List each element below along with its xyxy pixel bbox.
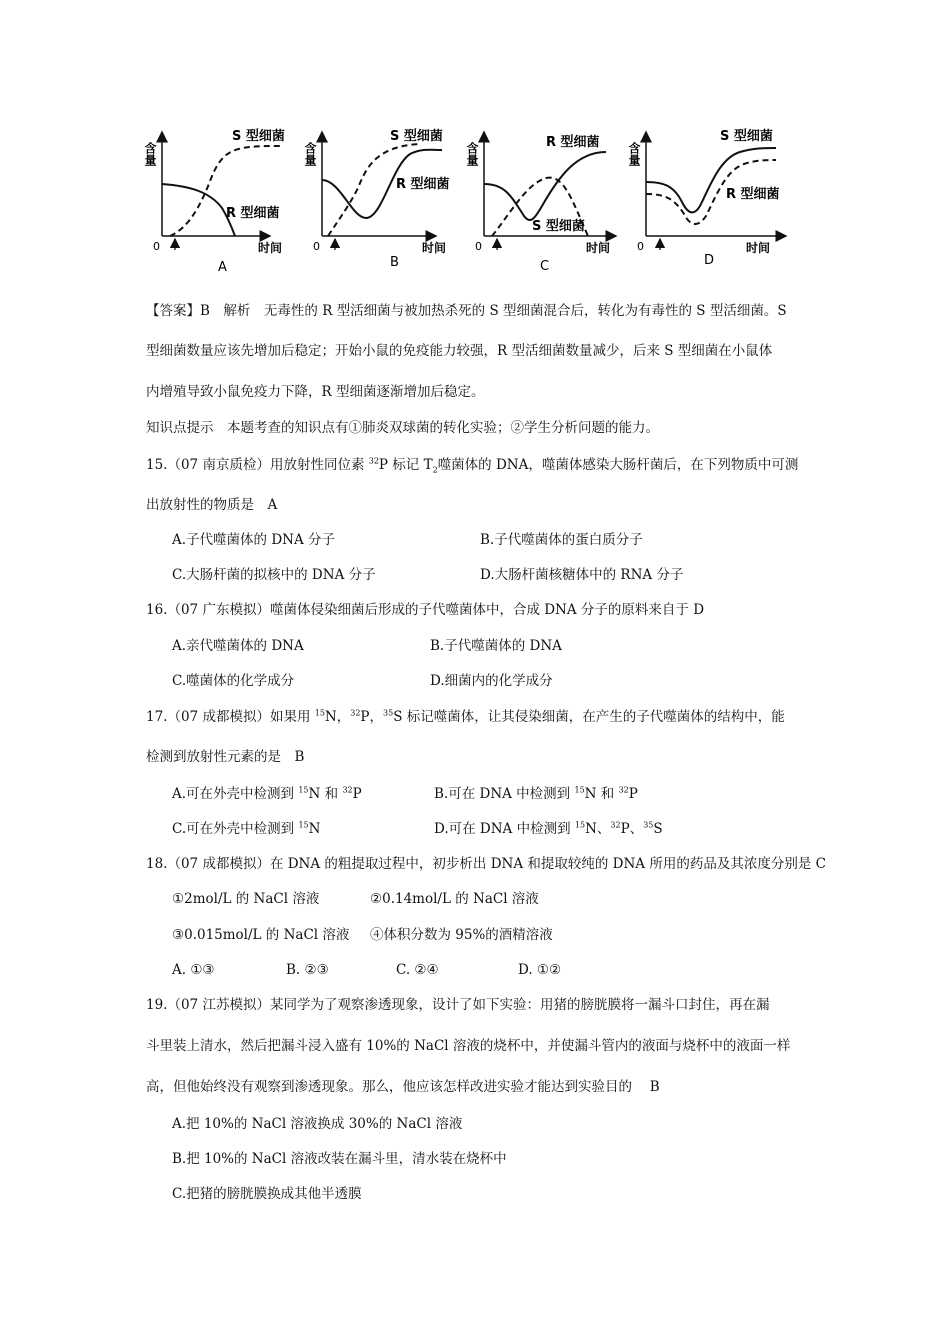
panel-letter: A	[218, 260, 227, 275]
q17-option-b: B.可在 DNA 中检测到 $^{15}$N 和 $^{32}$P	[434, 785, 638, 802]
origin-label: 0	[313, 240, 320, 253]
q15-stem-line-1: 15.（07 南京质检）用放射性同位素 $^{32}$P 标记 $T_2$噬菌体的 DNA，噬菌体感染大肠杆菌后，在下列物质中可测	[146, 456, 799, 475]
x-axis-label: 时间	[258, 241, 283, 255]
q18-option-d: D. ①②	[518, 962, 562, 978]
q19-stem-line-1: 19.（07 江苏模拟）某同学为了观察渗透现象，设计了如下实验：用猪的膀胱膜将一漏斗口封住，再在漏	[146, 997, 770, 1013]
knowledge-hint: 知识点提示 本题考查的知识点有①肺炎双球菌的转化实验；②学生分析问题的能力。	[146, 420, 659, 436]
x-axis-label: 时间	[746, 241, 771, 255]
origin-label: 0	[475, 240, 482, 253]
q18-option-b: B. ②③	[286, 962, 329, 978]
y-axis-label: 含量	[303, 142, 317, 166]
panel-letter: C	[540, 259, 550, 274]
y-axis-label: 含量	[143, 142, 157, 166]
q19-option-b: B.把 10%的 NaCl 溶液改装在漏斗里，清水装在烧杯中	[172, 1151, 507, 1167]
q18-item-1: ①2mol/L 的 NaCl 溶液	[172, 891, 320, 907]
answer-line-1: 【答案】B 解析 无毒性的 R 型活细菌与被加热杀死的 S 型细菌混合后，转化为有毒性的 S 型活细菌。S	[146, 303, 787, 319]
q15-option-d: D.大肠杆菌核糖体中的 RNA 分子	[480, 567, 684, 583]
label-curve2: R 型细菌	[226, 206, 280, 221]
q18-item-3: ③0.015mol/L 的 NaCl 溶液	[172, 927, 350, 943]
curve-r-solid	[484, 152, 606, 220]
label-curve1: R 型细菌	[546, 135, 600, 150]
origin-label: 0	[153, 240, 160, 253]
origin-label: 0	[637, 240, 644, 253]
q17-option-d: D.可在 DNA 中检测到 $^{15}$N、$^{32}$P、$^{35}$S	[434, 820, 663, 837]
answer-line-2: 型细菌数量应该先增加后稳定；开始小鼠的免疫能力较强，R 型活细菌数量减少，后来 S 型细菌在小鼠体	[146, 343, 773, 359]
q15-option-b: B.子代噬菌体的蛋白质分子	[480, 532, 643, 548]
y-axis-label: 含量	[465, 142, 479, 166]
panel-letter: D	[704, 253, 715, 268]
q17-option-c: C.可在外壳中检测到 $^{15}$N	[172, 820, 321, 837]
q18-option-c: C. ②④	[396, 962, 439, 978]
curve-figure	[140, 118, 810, 278]
q16-option-b: B.子代噬菌体的 DNA	[430, 638, 562, 654]
curve-r-solid	[162, 184, 235, 236]
q18-stem: 18.（07 成都模拟）在 DNA 的粗提取过程中，初步析出 DNA 和提取较纯的 DNA 所用的药品及其浓度分别是 C	[146, 856, 826, 872]
q17-stem-line-1: 17.（07 成都模拟）如果用 $^{15}$N，$^{32}$P，$^{35}$S 标记噬菌体，让其侵染细菌，在产生的子代噬菌体的结构中，能	[146, 708, 785, 725]
panel-d	[627, 128, 786, 268]
q18-item-2: ②0.14mol/L 的 NaCl 溶液	[370, 891, 539, 907]
q15-option-c: C.大肠杆菌的拟核中的 DNA 分子	[172, 567, 376, 583]
label-curve1: S 型细菌	[720, 129, 773, 144]
q17-stem-line-2: 检测到放射性元素的是 B	[146, 749, 305, 765]
panel-b	[303, 128, 450, 270]
q16-option-d: D.细菌内的化学成分	[430, 673, 553, 689]
q19-option-a: A.把 10%的 NaCl 溶液换成 30%的 NaCl 溶液	[172, 1116, 463, 1132]
q16-option-a: A.亲代噬菌体的 DNA	[172, 638, 304, 654]
label-curve1: S 型细菌	[390, 129, 443, 144]
panel-a	[143, 128, 285, 275]
curve-s-solid	[646, 148, 776, 212]
q18-item-4: ④体积分数为 95%的酒精溶液	[370, 927, 553, 943]
q19-option-c: C.把猪的膀胱膜换成其他半透膜	[172, 1186, 362, 1202]
q16-option-c: C.噬菌体的化学成分	[172, 673, 295, 689]
q19-stem-line-3: 高，但他始终没有观察到渗透现象。那么，他应该怎样改进实验才能达到实验目的 B	[146, 1079, 660, 1095]
label-curve2: S 型细菌	[532, 219, 585, 234]
label-curve2: R 型细菌	[396, 177, 450, 192]
q15-stem-line-2: 出放射性的物质是 A	[146, 497, 278, 513]
y-axis-label: 含量	[627, 142, 641, 166]
panel-c	[465, 132, 616, 274]
label-curve1: S 型细菌	[232, 129, 285, 144]
q19-stem-line-2: 斗里装上清水，然后把漏斗浸入盛有 10%的 NaCl 溶液的烧杯中，并使漏斗管内的液面与烧杯中的液面一样	[146, 1038, 791, 1054]
x-axis-label: 时间	[422, 241, 447, 255]
panel-letter: B	[390, 255, 399, 270]
curve-s-dashed	[170, 146, 280, 236]
q16-stem: 16.（07 广东模拟）噬菌体侵染细菌后形成的子代噬菌体中，合成 DNA 分子的原料来自于 D	[146, 602, 705, 618]
label-curve2: R 型细菌	[726, 187, 780, 202]
q18-option-a: A. ①③	[172, 962, 215, 978]
q15-option-a: A.子代噬菌体的 DNA 分子	[172, 532, 336, 548]
x-axis-label: 时间	[586, 241, 611, 255]
answer-line-3: 内增殖导致小鼠免疫力下降，R 型细菌逐渐增加后稳定。	[146, 384, 485, 400]
q17-option-a: A.可在外壳中检测到 $^{15}$N 和 $^{32}$P	[172, 785, 362, 802]
